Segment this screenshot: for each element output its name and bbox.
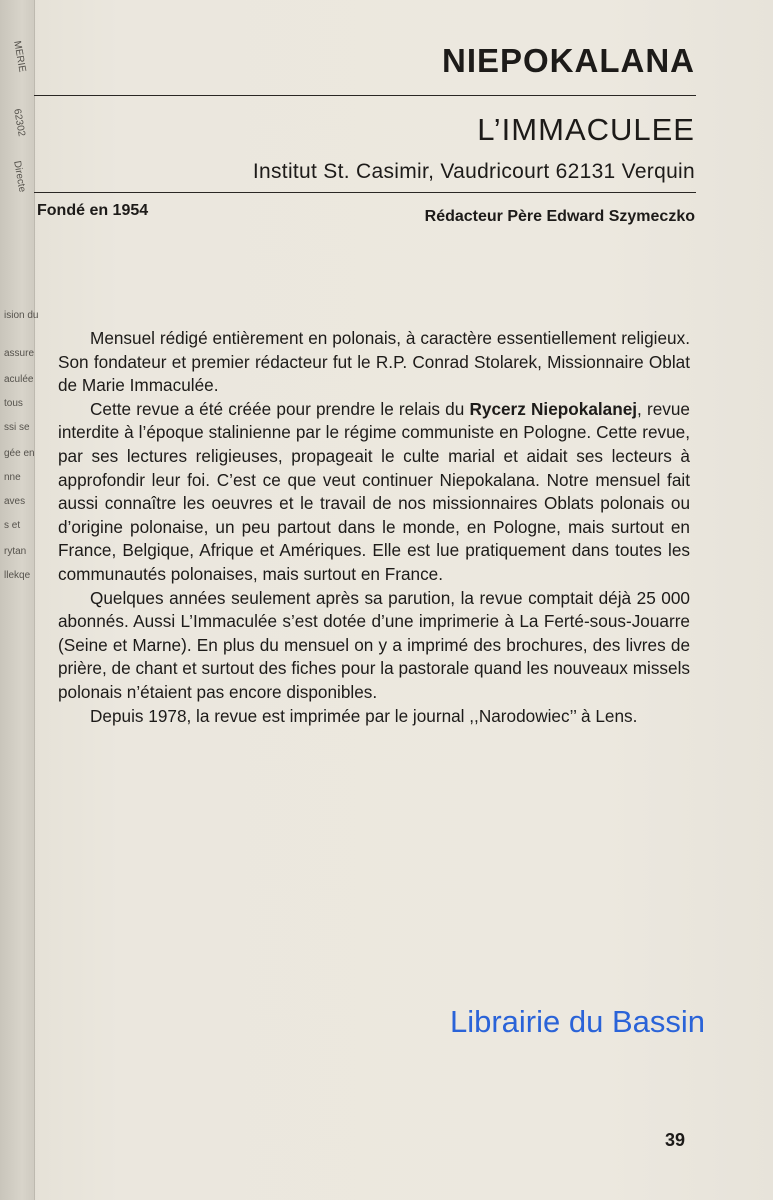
paragraph-3: Quelques années seulement après sa parution, la revue comptait déjà 25 000 abonnés. Aussi L’Immaculée s’est dotée d’une imprimerie à La Ferté-sous-Jouarre (Seine et Marne). En plus du mensuel on y a imprimé des brochures, des livres de prière, de chant et surtout des fiches pour la pastorale quand les nouveaux missels polonais n’étaient pas encore disponibles. [58, 587, 690, 702]
facing-page-fragment: s et [4, 520, 21, 531]
facing-page-fragment: ssi se [4, 422, 30, 433]
facing-page-fragment: rytan [4, 546, 27, 557]
facing-page-fragment: nne [4, 472, 21, 483]
facing-page-fragment: MERIE [11, 40, 28, 74]
publisher-address: Institut St. Casimir, Vaudricourt 62131 Verquin [252, 160, 695, 183]
facing-page-fragment: Directe [11, 160, 28, 194]
facing-page-fragment: 62302 [11, 108, 27, 138]
address-divider [34, 192, 696, 193]
founding-year: Fondé en 1954 [37, 202, 149, 219]
facing-page-fragment: aves [4, 496, 26, 507]
bookseller-watermark: Librairie du Bassin [449, 1004, 705, 1039]
paragraph-2-start: Cette revue a été créée pour prendre le relais du [90, 398, 470, 419]
editor-credit: Rédacteur Père Edward Szymeczko [424, 208, 695, 225]
paragraph-2 [58, 398, 690, 587]
facing-page-fragment: ision du [4, 310, 39, 321]
facing-page-fragment: gée en [4, 448, 35, 459]
paragraph-2-rest: , revue interdite à l’époque stalinienne par le régime communiste en Pologne. Cette revue, par ses lectures religieuses, propageait le culte marial et aidait ses lecteurs à approfondir leur foi. C’est ce que veut continuer Niepokalana. Notre mensuel fait aussi connaître les oeuvres et le travail de nos missionnaires Oblats polonais ou d’origine polonaise, un peu partout dans le monde, en Pologne, mais surtout en France, Belgique, Afrique et Amériques. Elle est lue pratiquement dans toutes les communautés polonaises, mais surtout en France. [58, 398, 690, 584]
magazine-subtitle: L’IMMACULEE [477, 112, 695, 147]
magazine-title: NIEPOKALANA [441, 42, 695, 79]
paragraph-4: Depuis 1978, la revue est imprimée par le journal ,,Narodowiec’’ à Lens. [90, 705, 638, 726]
page-number: 39 [664, 1130, 685, 1150]
facing-page-fragment: tous [4, 398, 23, 409]
facing-page-fragment: llekqe [4, 570, 31, 581]
facing-page-fragment: assure [4, 348, 35, 359]
article-body [58, 327, 690, 728]
title-divider [34, 95, 696, 96]
facing-page-fragment: aculée [4, 374, 34, 385]
banned-magazine-name: Rycerz Niepokalanej [469, 398, 638, 419]
facing-page-edge [0, 0, 39, 1200]
paragraph-1: Mensuel rédigé entièrement en polonais, à caractère essentiellement religieux. Son fondateur et premier rédacteur fut le R.P. Conrad Stolarek, Missionnaire Oblat de Marie Immaculée. [58, 328, 690, 396]
